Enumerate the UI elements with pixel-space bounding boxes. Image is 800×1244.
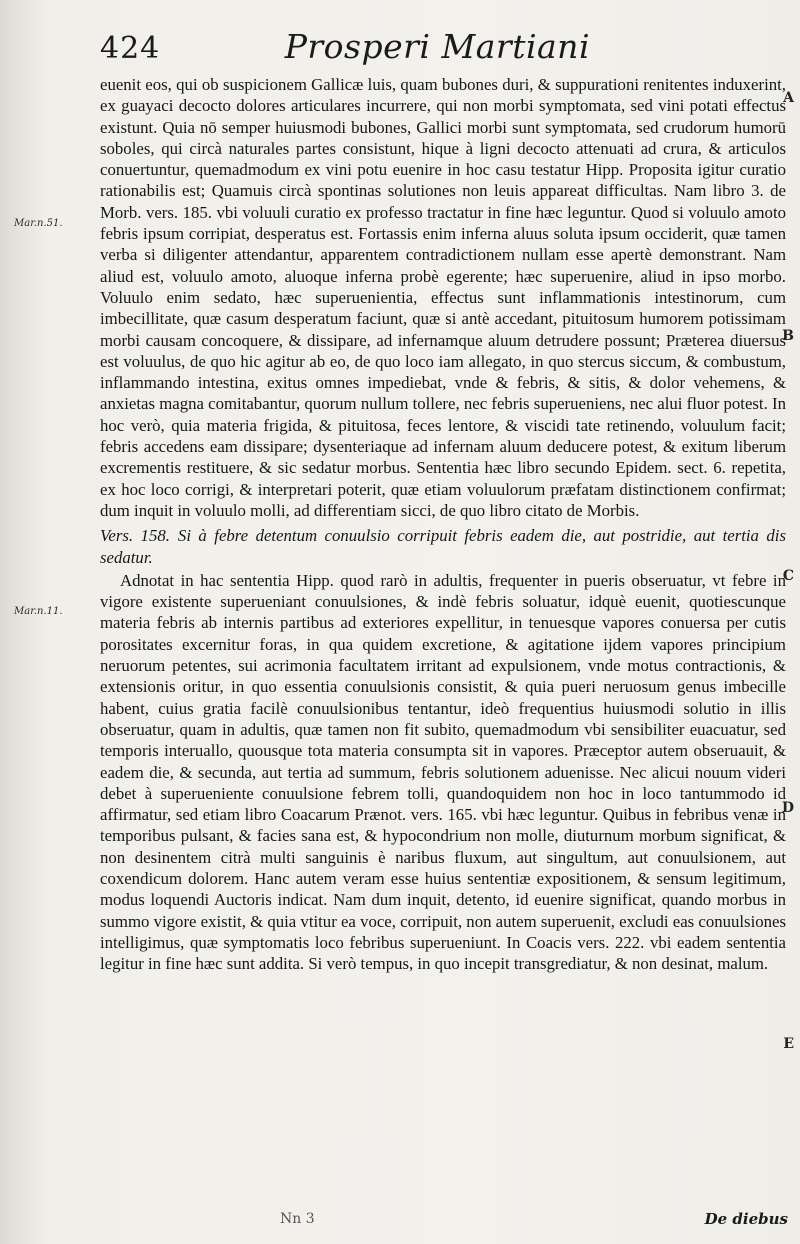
margin-letter: A <box>783 90 794 106</box>
running-head: Prosperi Martiani <box>284 27 590 66</box>
verse-heading <box>100 525 786 568</box>
paragraph: Adnotat in hac sententia Hipp. quod rarò in adultis, frequenter in pueris obseruatur, vt febre in vigore existente superueniant conuulsiones, & indè febris soluatur, idquè euenit, quotiescunque materia febris ab internis partibus ad exteriores expellitur, in tenuesque vapores conuersa per cutis porositates excernitur foras, in qua quidem excretione, & agitatione ijdem vapores principium neruorum petentes, sui acrimonia facultatem irritant ad expulsionem, vnde motus contractionis, & extensionis oritur, in quo essentia conuulsionis consistit, & quia pueri neruosum genus imbecille habent, cuius gratia facilè conuulsionibus tentantur, ideò frequentius huiusmodi solutio in illis obseruatur, quam in adultis, quæ tamen non fit subito, quemadmodum vbi sensibiliter euacuatur, sed temporis interuallo, quousque tota materia consumpta sit in vapores. Præceptor autem obseruauit, & eadem die, & secunda, aut tertia ad summum, febris solutionem aduenisse. Nec alicui nouum videri debet à superueniente conuulsione febrem tolli, quandoquidem non hoc in loco tantummodo id affirmatur, sed etiam libro Coacarum Prænot. vers. 165. vbi hæc leguntur. Quibus in febribus venæ in temporibus pulsant, & facies sana est, & hypocondrium non molle, diuturnum morbum significat, & non desinentem citrà multi sanguinis è naribus fluxum, aut singultum, aut conuulsionem, aut coxendicum dolorem. Hanc autem veram esse huius sententiæ expositionem, & sensum legitimum, modus loquendi Auctoris indicat. Nam dum inquit, detento, id euenire significat, quando morbus in summo vigore existit, & quia vtitur ea voce, corripuit, non autem superuenit, excludi eas conuulsiones intelligimus, quæ symptomatis loco febribus superueniunt. In Coacis vers. 222. vbi eadem sententia legitur in fine hæc sunt addita. Si verò tempus, in quo incepit transgrediatur, & non desinat, malum. <box>100 570 787 974</box>
verse-text: Si à febre detentum conuulsio corripuit febris eadem die, aut postridie, aut tertia dis sedatur. <box>100 526 786 567</box>
page-number: 424 <box>100 31 161 66</box>
catchword: De diebus <box>704 1210 788 1228</box>
margin-note: Mar.n.51. <box>14 218 63 229</box>
page-footer <box>100 1204 788 1234</box>
signature-mark: Nn 3 <box>280 1211 315 1227</box>
margin-letter: D <box>781 800 794 816</box>
margin-note: Mar.n.11. <box>14 606 63 617</box>
margin-letter: B <box>782 328 794 344</box>
main-text <box>100 74 786 974</box>
verse-label: Vers. 158. <box>100 526 170 546</box>
page-header <box>100 18 730 66</box>
paragraph: euenit eos, qui ob suspicionem Gallicæ luis, quam bubones duri, & suppurationi renitentes induxerint, ex guayaci decocto dolores articulares incurrere, qui non morbi symptomata, sed vini potati effectus existunt. Quia nō semper huiusmodi bubones, Gallici morbi sunt symptomata, sed crudorum humorū soboles, qui circà naturales partes consistunt, hique à ligni decocto attenuati ad crura, & articulos conuertuntur, quemadmodum ex vini potu euenire in hoc casu testatur Hipp. Proposita igitur curatio rationabilis est; Quamuis circà spontinas solutiones non leuis appareat difficultas. Nam libro 3. de Morb. vers. 185. vbi voluuli curatio ex professo tractatur in fine hæc leguntur. Quod si voluulo amoto febris ipsum corripiat, desperatus est. Fortassis enim inferna aluus soluta ipsum occiderit, quæ tamen verba si diligenter attendantur, apparentem contradictionem nullam esse apertè demonstrant. Nam aliud est, voluulo amoto, aluoque inferna probè egerente; hæc superuenire, aliud in ipso morbo. Voluulo enim sedato, hæc superuenientia, effectus sunt inflammationis intestinorum, cum imbecillitate, quæ casum desperatum faciunt, quæ si antè accedant, pituitosum humorem potissimam morbi causam concoquere, & dissipare, ad infernamque aluum detrudere possunt; Præterea diuersus est voluulus, de quo hic agitur ab eo, de quo loco iam allegato, in quo stercus siccum, & combustum, inflammando intestina, exitus omnes impediebat, vnde & febris, & sitis, & dolor vehemens, & anxietas magna comitabantur, quorum nullum tollere, nec febris superueniens, nec alui fluor potest. In hoc verò, quia materia frigida, & pituitosa, feces lentore, & viscidi tate retinendo, voluulum facit; febris accedens eam dissipare; dysenteriaque ad infernam aluum deducere potest, & exitum liberum excrementis restituere, & sic sedatur morbus. Sententia hæc libro secundo Epidem. sect. 6. repetita, ex hoc loco corrigi, & interpretari poterit, quæ etiam voluulorum præfatam distinctionem confirmat; dum inquit in voluulo molli, ad differentiam sicci, de quo libro citato de Morbis. <box>100 75 786 520</box>
margin-letter: C <box>782 568 794 584</box>
margin-letter: E <box>783 1036 794 1052</box>
